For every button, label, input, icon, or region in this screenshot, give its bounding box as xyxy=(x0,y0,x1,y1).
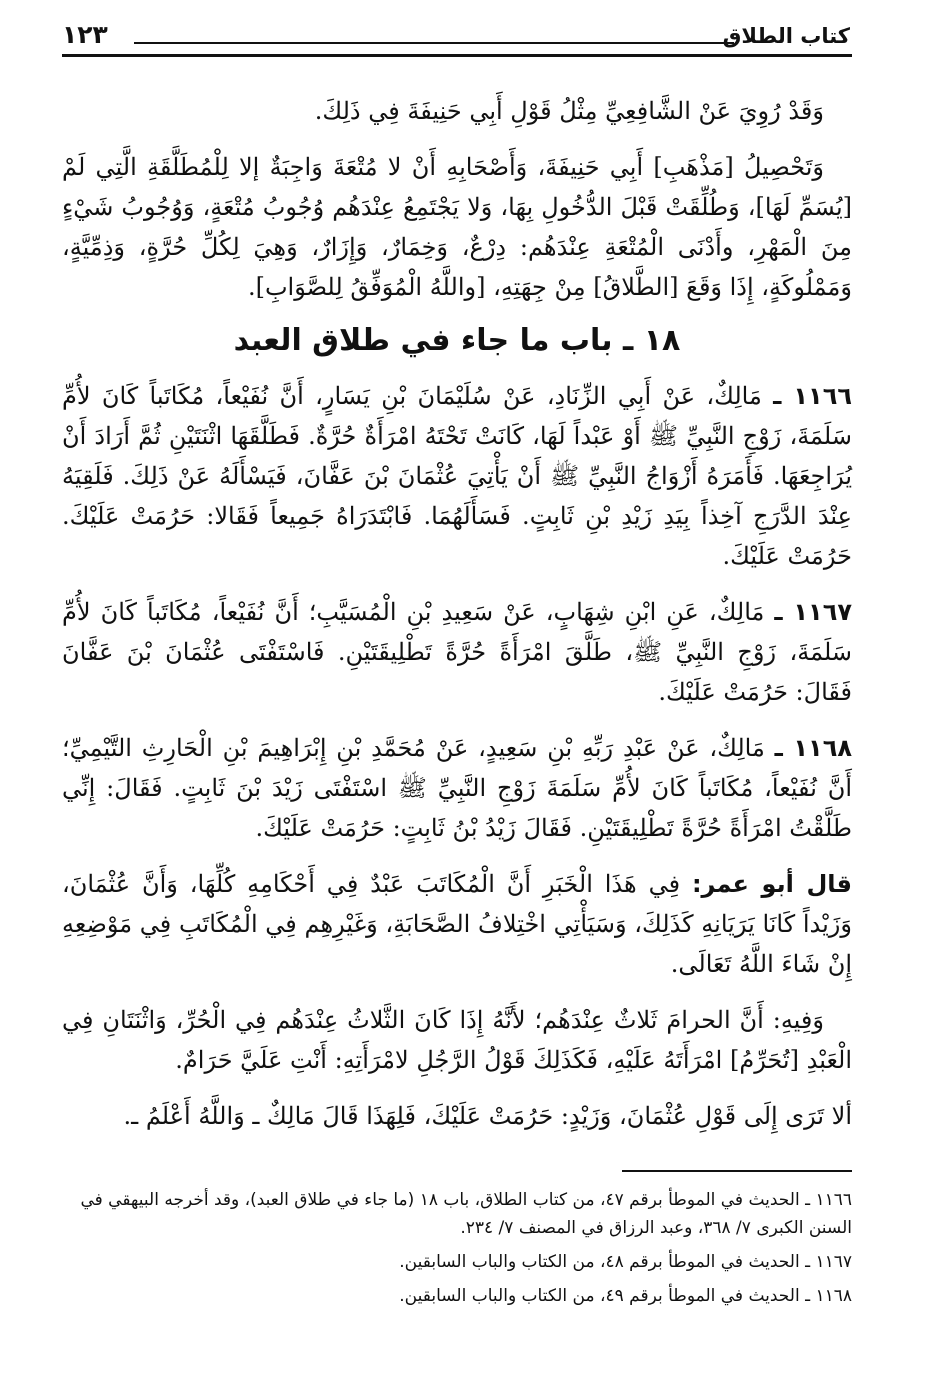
page-header xyxy=(62,14,852,57)
page-number: ١٢٣ xyxy=(62,20,108,49)
header-rule xyxy=(134,42,734,44)
hadith-text: مَالِكٌ، عَنِ ابْنِ شِهَابٍ، عَنْ سَعِيدِ بْنِ الْمُسَيَّبِ؛ أَنَّ نُفَيْعاً، مُكَاتَباً كَانَ لأُمِّ سَلَمَةَ، زَوْجِ النَّبِيِّ ﷺ، طَلَّقَ امْرَأَةً حُرَّةً تَطْلِيقَتَيْنِ. فَاسْتَفْتَى عُثْمَانَ بْنَ عَفَّانَ فَقَالَ: حَرُمَتْ عَلَيْكَ. xyxy=(62,598,852,706)
hadith-1166 xyxy=(62,376,852,576)
commentary-lead: قال أبو عمر: xyxy=(691,870,852,898)
footnote-1167: ١١٦٧ ـ الحديث في الموطأ برقم ٤٨، من الكتاب والباب السابقين. xyxy=(399,1252,852,1272)
footnote-1166: ١١٦٦ ـ الحديث في الموطأ برقم ٤٧، من كتاب الطلاق، باب ١٨ (ما جاء في طلاق العبد)، وقد أخرجه البيهقي في السنن الكبرى ٧/ ٣٦٨، وعبد الرزاق في المصنف ٧/ ٢٣٤. xyxy=(80,1190,852,1238)
intro-paragraph-2: وَتَحْصِيلُ [مَذْهَبِ] أَبِي حَنِيفَةَ، وَأَصْحَابِهِ أَنْ لا مُتْعَةَ وَاجِبَةٌ إلا لِلْمُطَلَّقَةِ الَّتِي لَمْ [يُسَمِّ لَهَا]، وَطُلِّقَتْ قَبْلَ الدُّخُولِ بِهَا، وَلا يَجْتَمِعُ عِنْدَهُم وُجُوبُ مُتْعَةٍ، وَوُجُوبُ شَيْءٍ مِنَ الْمَهْرِ، وأَدْنَى الْمُتْعَةِ عِنْدَهُم: دِرْعٌ، وَخِمَارٌ، وَإِزَارٌ، وَهِيَ لِكُلِّ حُرَّةٍ، وَذِمِّيَّةٍ، وَمَمْلُوكَةٍ، إِذَا وَقَعَ [الطَّلاقُ] مِنْ جِهَتِهِ، [واللَّهُ الْمُوَفِّقُ لِلصَّوَابِ]. xyxy=(62,153,852,301)
hadith-number: ١١٦٦ ـ xyxy=(773,382,852,410)
main-text xyxy=(62,91,852,1136)
page xyxy=(62,14,852,1316)
hadith-text: مَالِكٌ، عَنْ عَبْدِ رَبِّهِ بْنِ سَعِيدٍ، عَنْ مُحَمَّدِ بْنِ إِبْرَاهِيمَ بْنِ الْحَارِثِ التَّيْمِيِّ؛ أَنَّ نُفَيْعاً، مُكَاتَباً كَانَ لأُمِّ سَلَمَةَ زَوْجِ النَّبِيِّ ﷺ اسْتَفْتَى زَيْدَ بْنَ ثَابِتٍ. فَقَالَ: إِنِّي طَلَّقْتُ امْرَأَةً حُرَّةً تَطْلِيقَتَيْنِ. فَقَالَ زَيْدُ بْنُ ثَابِتٍ: حَرُمَتْ عَلَيْكَ. xyxy=(62,734,852,842)
commentary-paragraph-3: ألا تَرَى إِلَى قَوْلِ عُثْمَانَ، وَزَيْدٍ: حَرُمَتْ عَلَيْكَ، فَلِهَذَا قَالَ مَالِكٌ ـ وَاللَّهُ أَعْلَمُ ـ. xyxy=(123,1102,852,1130)
hadith-text: مَالِكٌ، عَنْ أَبِي الزِّنَادِ، عَنْ سُلَيْمَانَ بْنِ يَسَارٍ، أَنَّ نُفَيْعاً، مُكَاتَباً كَانَ لأُمِّ سَلَمَةَ، زَوْجِ النَّبِيِّ ﷺ أَوْ عَبْداً لَهَا، كَانَتْ تَحْتَهُ امْرَأَةٌ حُرَّةٌ. فَطَلَّقَهَا اثْنَتَيْنِ ثُمَّ أَرَادَ أَنْ يُرَاجِعَهَا. فَأَمَرَهُ أَزْوَاجُ النَّبِيِّ ﷺ أَنْ يَأْتِيَ عُثْمَانَ بْنَ عَفَّانَ، فَيَسْأَلَهُ عَنْ ذَلِكَ. فَلَقِيَهُ عِنْدَ الدَّرَجِ آخِذاً بِيَدِ زَيْدِ بْنِ ثَابِتٍ. فَسَأَلَهُمَا. فَابْتَدَرَاهُ جَمِيعاً فَقَالا: حَرُمَتْ عَلَيْكَ. حَرُمَتْ عَلَيْكَ. xyxy=(62,382,852,570)
chapter-heading: ١٨ ـ باب ما جاء في طلاق العبد xyxy=(233,323,681,358)
commentary-paragraph-1 xyxy=(62,864,852,984)
hadith-1167 xyxy=(62,592,852,712)
commentary-text: فِي هَذَا الْخَبَرِ أَنَّ الْمُكَاتَبَ عَبْدٌ فِي أَحْكَامِهِ كُلِّهَا، وَأَنَّ عُثْمَانَ، وَزَيْداً كَانَا يَرَيَانِهِ كَذَلِكَ، وَسَيَأْتِي اخْتِلافُ الصَّحَابَةِ، وَغَيْرِهِم فِي الْمُكَاتَبِ فِي مَوْضِعِهِ إِنْ شَاءَ اللَّهُ تَعَالَى. xyxy=(62,870,852,978)
footnotes xyxy=(62,1186,852,1310)
intro-paragraph-1: وَقَدْ رُوِيَ عَنْ الشَّافِعِيِّ مِثْلُ قَوْلِ أَبِي حَنِيفَةَ فِي ذَلِكَ. xyxy=(314,97,824,125)
footnote-separator xyxy=(622,1170,852,1172)
hadith-number: ١١٦٧ ـ xyxy=(774,598,852,626)
hadith-number: ١١٦٨ ـ xyxy=(774,734,852,762)
hadith-1168 xyxy=(62,728,852,848)
running-title: كتاب الطلاق xyxy=(722,24,850,48)
footnote-1168: ١١٦٨ ـ الحديث في الموطأ برقم ٤٩، من الكتاب والباب السابقين. xyxy=(399,1286,852,1306)
commentary-paragraph-2: وَفِيهِ: أَنَّ الحرامَ ثَلاثٌ عِنْدَهُم؛ لأَنَّهُ إِذَا كَانَ الثَّلاثُ عِنْدَهُم فِي الْحُرِّ، وَاثْنَتَانِ فِي الْعَبْدِ [تُحَرِّمُ] امْرَأَتَهُ عَلَيْهِ، فَكَذَلِكَ قَوْلُ الرَّجُلِ لامْرَأَتِهِ: أَنْتِ عَلَيَّ حَرَامٌ. xyxy=(62,1006,852,1074)
